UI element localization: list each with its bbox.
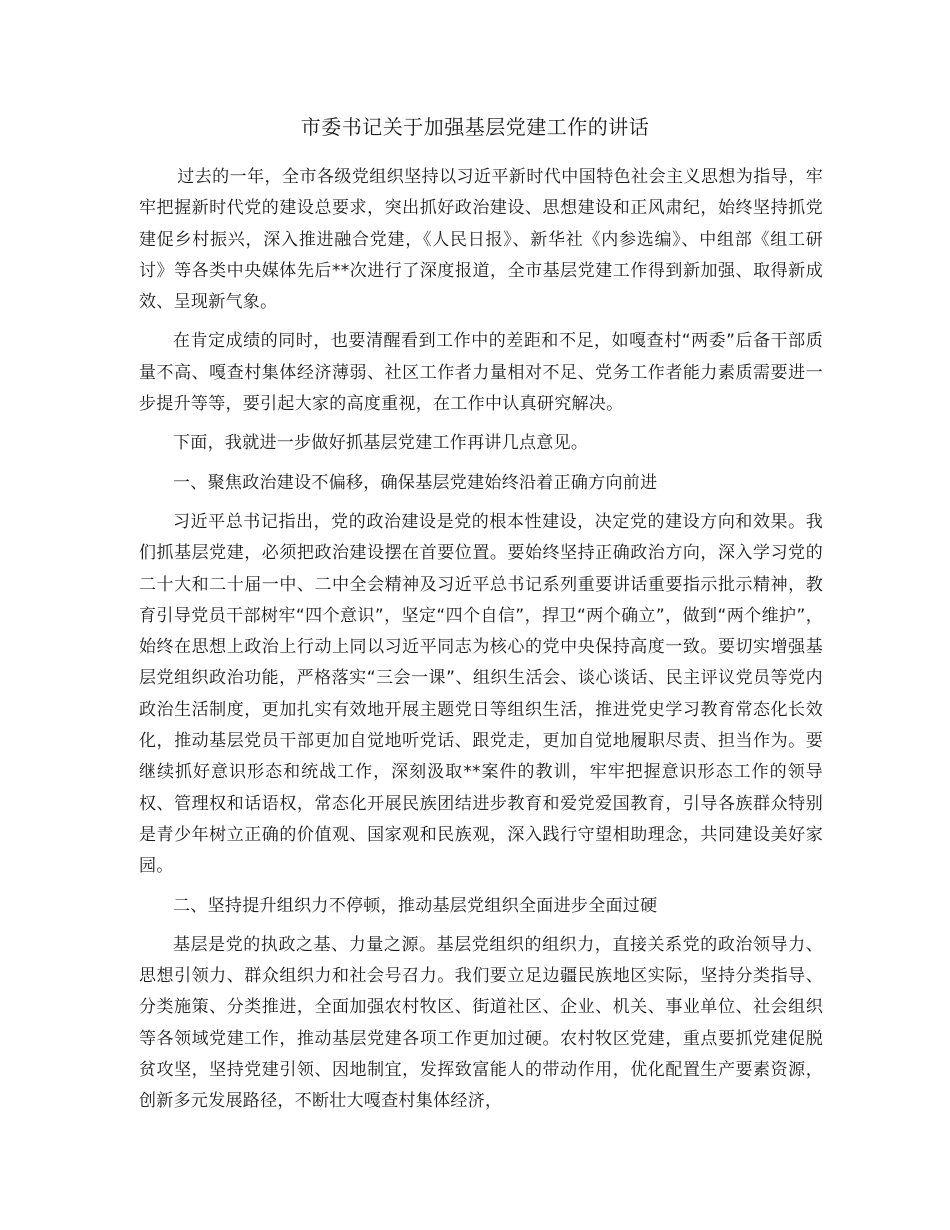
section-1-body: 习近平总书记指出，党的政治建设是党的根本性建设，决定党的建设方向和效果。我们抓基层党建，必须把政治建设摆在首要位置。要始终坚持正确政治方向，深入学习党的二十大和二十届一中、二中全会精神及习近平总书记系列重要讲话重要指示批示精神，教育引导党员干部树牢“四个意识”，坚定“四个自信”，捍卫“两个确立”，做到“两个维护”， 始终在思想上政治上行动上同以习近平同志为核心的党中央保持高度一致。要切实增强基层党组织政治功能，严格落实“三会一课”、组织生活会、谈心谈话、民主评议党员等党内政治生活制度，更加扎实有效地开展主题党日等组织生活，推进党史学习教育常态化长效化，推动基层党员干部更加自觉地听党话、跟党走，更加自觉地履职尽责、担当作为。要继续抓好意识形态和统战工作，深刻汲取**案件的教训，牢牢把握意识形态工作的领导权、管理权和话语权，常态化开展民族团结进步教育和爱党爱国教育，引导各族群众特别是青少年树立正确的价值观、国家观和民族观，深入践行守望相助理念，共同建设美好家园。 <box>139 511 823 877</box>
section-2-heading: 二、坚持提升组织力不停顿，推动基层党组织全面进步全面过硬 <box>173 895 658 916</box>
paragraph-intro: 过去的一年，全市各级党组织坚持以习近平新时代中国特色社会主义思想为指导，牢牢把握新时代党的建设总要求，突出抓好政治建设、思想建设和正风肃纪，始终坚持抓党建促乡村振兴，深入推进融合党建，《人民日报》、新华社《内参选编》、中组部《组工研讨》等各类中央媒体先后**次进行了深度报道，全市基层党建工作得到新加强、取得新成效、呈现新气象。 <box>139 167 823 313</box>
paragraph-shortcomings: 在肯定成绩的同时，也要清醒看到工作中的差距和不足，如嘎查村“两委”后备干部质量不高、嘎查村集体经济薄弱、社区工作者力量相对不足、党务工作者能力素质需要进一步提升等等，要引起大家的高度重视，在工作中认真研究解决。 <box>139 331 823 415</box>
section-2-body: 基层是党的执政之基、力量之源。基层党组织的组织力，直接关系党的政治领导力、思想引领力、群众组织力和社会号召力。我们要立足边疆民族地区实际，坚持分类指导、分类施策、分类推进，全面加强农村牧区、街道社区、企业、机关、事业单位、社会组织等各领域党建工作，推动基层党建各项工作更加过硬。农村牧区党建，重点要抓党建促脱贫攻坚，坚持党建引领、因地制宜，发挥致富能人的带动作用，优化配置生产要素资源，创新多元发展路径，不断壮大嘎查村集体经济， <box>139 934 823 1112</box>
document-body <box>139 162 823 1126</box>
document-title: 市委书记关于加强基层党建工作的讲话 <box>300 115 650 139</box>
section-1-heading: 一、聚焦政治建设不偏移，确保基层党建始终沿着正确方向前进 <box>173 472 658 493</box>
paragraph-transition: 下面，我就进一步做好抓基层党建工作再讲几点意见。 <box>173 433 589 454</box>
